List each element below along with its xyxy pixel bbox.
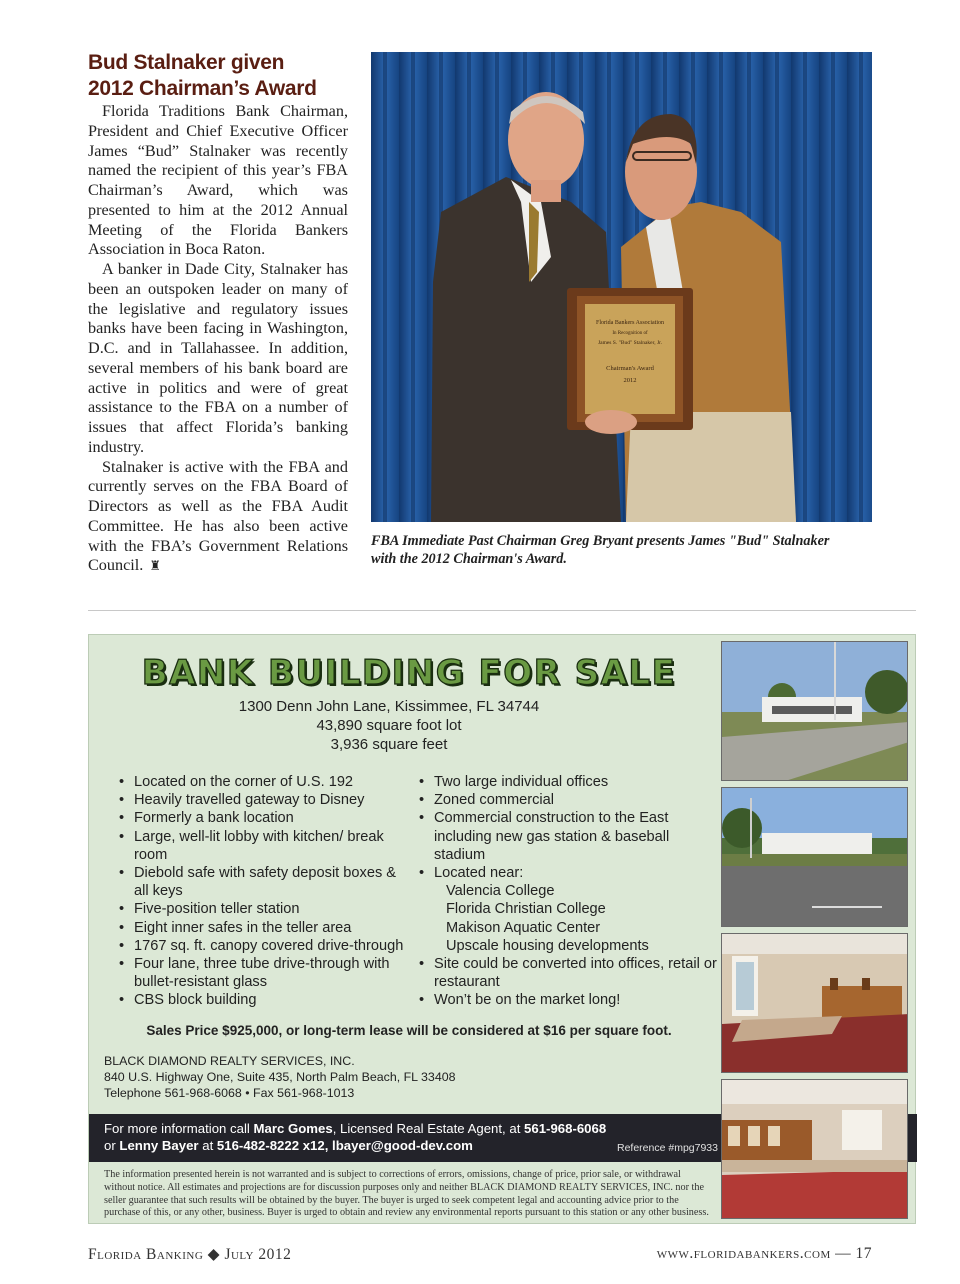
feature-item: • Eight inner safes in the teller area — [117, 919, 407, 937]
feature-item: • Diebold safe with safety deposit boxes & all keys — [117, 864, 407, 900]
issue-date: July 2012 — [224, 1246, 292, 1263]
feature-item: • Four lane, three tube drive-through with bullet-resistant glass — [117, 955, 407, 991]
bank-building-ad — [88, 634, 916, 1224]
plaque-recognition: In Recognition of — [612, 331, 648, 336]
plaque-recipient: James S. "Bud" Stalnaker, Jr. — [597, 340, 663, 346]
article-paragraph: Florida Traditions Bank Chairman, President and Chief Executive Officer James “Bud” Stalnaker was recently named the recipient of this year’s FBA Chairman’s Award, which was presented to him at the 2012 Annual Meeting of the Florida Bankers Association in Boca Raton. — [88, 102, 348, 259]
contact-at: at — [202, 1137, 214, 1153]
contact-prefix: For more information call — [104, 1121, 250, 1136]
article-paragraph: A banker in Dade City, Stalnaker has been an outspoken leader on many of the legislative and regulatory issues banks have been facing in Washington, D.C. and in Tallahassee. In addition, several members of his bank board are active in politics and were of great assistance to the FBA on a number of issues that affect Florida’s banking industry. — [88, 260, 348, 456]
contact-or: or — [104, 1137, 116, 1153]
publication-name: Florida Banking — [88, 1246, 204, 1263]
plaque-org: Florida Bankers Association — [596, 320, 664, 326]
sales-price: Sales Price $925,000, or long-term lease will be considered at $16 per square foot. — [146, 1023, 672, 1038]
article-body — [88, 102, 348, 576]
realty-company — [104, 1053, 524, 1102]
nearby-item: Florida Christian College — [446, 901, 606, 918]
article-headline — [88, 50, 358, 102]
property-address: 1300 Denn John Lane, Kissimmee, FL 34744 — [238, 698, 540, 715]
nearby-item: Makison Aquatic Center — [446, 919, 601, 936]
plaque-award: Chairman's Award — [606, 365, 654, 372]
legal-disclaimer: The information presented herein is not warranted and is subject to corrections of errors, omissions, change of price, prior sale, or withdrawal without notice. All estimates and projections are for discussion purposes only and neither BLACK DIAMOND REALTY SERVICES, INC. nor the seller guarantee that such results will be obtained by the buyer. The buyer is urged to seek competent legal and accounting advice prior to the purchase of this, or any other, business. Buyer is urged to obtain and review any environmental reports pursuant to this station or any other business. — [104, 1169, 709, 1219]
property-photo-teller-area-image — [722, 1080, 908, 1219]
headline-line-2: 2012 Chairman’s Award — [88, 77, 317, 100]
article-paragraph — [88, 458, 348, 577]
property-photo-exterior-1-image — [722, 642, 908, 781]
company-phones: Telephone 561-968-6068 • Fax 561-968-1013 — [104, 1086, 355, 1101]
feature-item: • 1767 sq. ft. canopy covered drive-through — [117, 937, 407, 955]
section-divider — [88, 610, 916, 611]
contact-text — [104, 1121, 624, 1154]
feature-item: • Site could be converted into offices, retail or restaurant — [417, 955, 717, 991]
property-square-feet: 3,936 square feet — [330, 736, 448, 753]
feature-item: • Two large individual offices — [417, 773, 717, 791]
photo-caption: FBA Immediate Past Chairman Greg Bryant presents James "Bud" Stalnaker with the 2012 Chairman's Award. — [371, 533, 830, 567]
feature-item: • Commercial construction to the East including new gas station & baseball stadium — [417, 809, 717, 864]
property-photo-teller-area — [721, 1079, 908, 1219]
company-name: BLACK DIAMOND REALTY SERVICES, INC. — [104, 1054, 355, 1068]
feature-list-right — [417, 773, 717, 1010]
feature-item: • Zoned commercial — [417, 791, 717, 809]
diamond-separator-icon: ◆ — [207, 1246, 221, 1263]
nearby-item: Upscale housing developments — [446, 937, 649, 954]
property-photo-lobby-image — [722, 934, 908, 1073]
property-photo-lobby — [721, 933, 908, 1073]
feature-item: • Formerly a bank location — [117, 809, 407, 827]
agent-1-name: Marc Gomes — [253, 1121, 333, 1136]
feature-item: • Located near: — [417, 864, 717, 882]
end-mark-icon: ♜ — [149, 558, 161, 574]
headline-line-1: Bud Stalnaker given — [88, 51, 285, 74]
property-photo-exterior-2-image — [722, 788, 908, 927]
company-address: 840 U.S. Highway One, Suite 435, North Palm Beach, FL 33408 — [104, 1070, 456, 1085]
page-number: 17 — [855, 1245, 872, 1262]
feature-item: • Five-position teller station — [117, 900, 407, 918]
agent-1-phone[interactable]: 561-968-6068 — [524, 1121, 607, 1136]
award-photo-image — [371, 52, 872, 522]
article-paragraph-text: Stalnaker is active with the FBA and currently serves on the FBA Board of Directors as well as the FBA Audit Committee. He has also been active with the FBA’s Government Relations Council. — [88, 457, 348, 575]
feature-item: • Large, well-lit lobby with kitchen/ break room — [117, 828, 407, 864]
ad-title: BANK BUILDING FOR SALE — [141, 653, 677, 693]
nearby-item: Valencia College — [446, 883, 555, 900]
ad-property-info — [149, 697, 629, 754]
feature-item: • Located on the corner of U.S. 192 — [117, 773, 407, 791]
feature-item: • CBS block building — [117, 991, 407, 1009]
agent-2-name: Lenny Bayer — [119, 1137, 199, 1153]
award-photo — [371, 52, 872, 522]
property-lot-size: 43,890 square foot lot — [316, 717, 462, 734]
footer-publication — [88, 1245, 291, 1264]
property-photo-exterior-1 — [721, 641, 908, 781]
footer-dash: — — [835, 1245, 852, 1262]
feature-item: • Heavily travelled gateway to Disney — [117, 791, 407, 809]
agent-1-role: , Licensed Real Estate Agent, at — [332, 1121, 521, 1136]
feature-list-left — [117, 773, 407, 1010]
feature-item: • Won’t be on the market long! — [417, 991, 717, 1009]
website-link[interactable]: www.floridabankers.com — [656, 1245, 831, 1262]
footer-page — [657, 1245, 872, 1263]
plaque-year: 2012 — [623, 377, 637, 384]
property-photo-exterior-2 — [721, 787, 908, 927]
agent-2-contact[interactable]: 516-482-8222 x12, lbayer@good-dev.com — [216, 1137, 473, 1153]
reference-number: Reference #mpg7933 — [617, 1142, 718, 1154]
